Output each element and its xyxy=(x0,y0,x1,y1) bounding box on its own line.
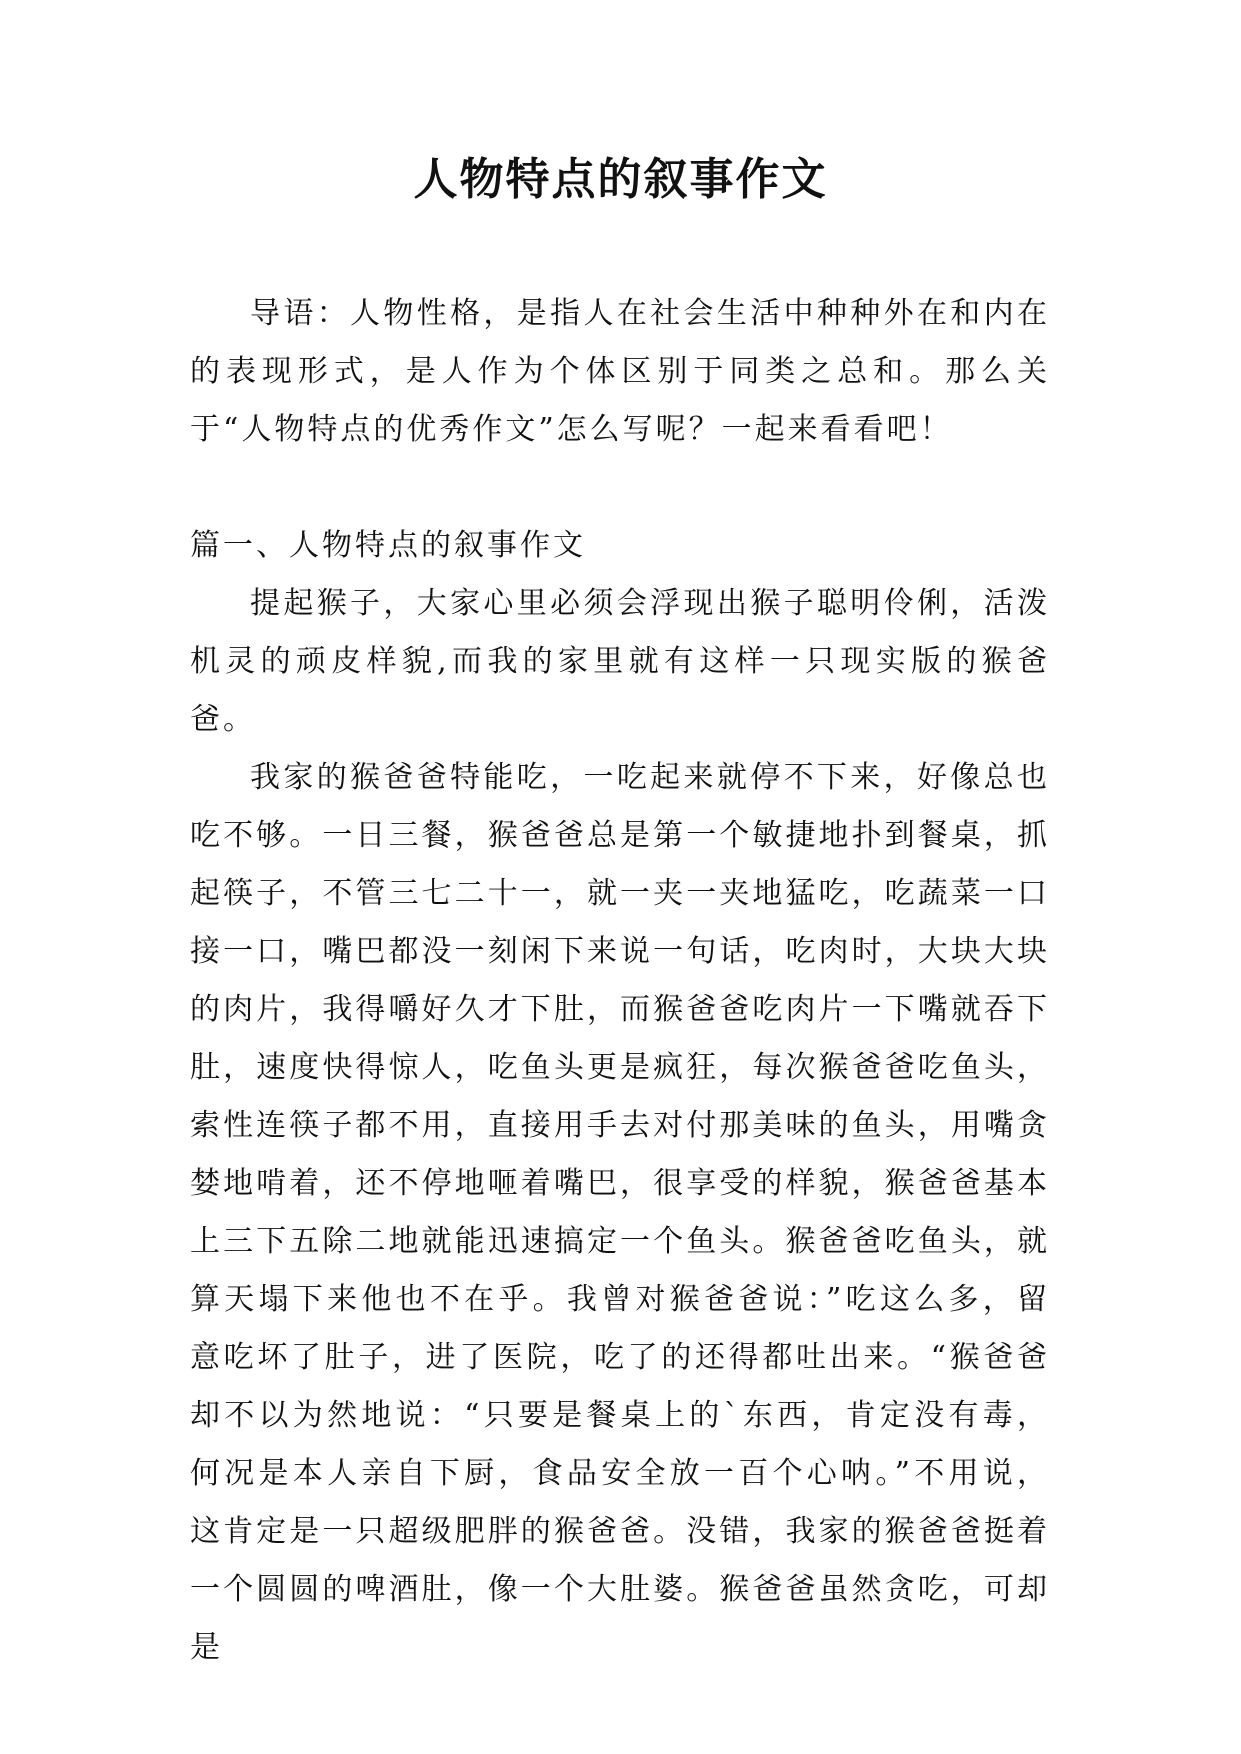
body-paragraph-2: 我家的猴爸爸特能吃，一吃起来就停不下来，好像总也吃不够。一日三餐，猴爸爸总是第一个敏捷地扑到餐桌，抓起筷子，不管三七二十一，就一夹一夹地猛吃，吃蔬菜一口接一口，嘴巴都没一刻闲下来说一句话，吃肉时，大块大块的肉片，我得嚼好久才下肚，而猴爸爸吃肉片一下嘴就吞下肚，速度快得惊人，吃鱼头更是疯狂，每次猴爸爸吃鱼头，索性连筷子都不用，直接用手去对付那美味的鱼头，用嘴贪婪地啃着，还不停地咂着嘴巴，很享受的样貌，猴爸爸基本上三下五除二地就能迅速搞定一个鱼头。猴爸爸吃鱼头，就算天塌下来他也不在乎。我曾对猴爸爸说：”吃这么多，留意吃坏了肚子，进了医院，吃了的还得都吐出来。“猴爸爸却不以为然地说：“只要是餐桌上的`东西，肯定没有毒，何况是本人亲自下厨，食品安全放一百个心呐。”不用说，这肯定是一只超级肥胖的猴爸爸。没错，我家的猴爸爸挺着一个圆圆的啤酒肚，像一个大肚婆。猴爸爸虽然贪吃，可却是 xyxy=(190,760,1050,1665)
document-title: 人物特点的叙事作文 xyxy=(413,154,828,205)
intro-paragraph: 导语：人物性格，是指人在社会生活中种种外在和内在的表现形式，是人作为个体区别于同类之总和。那么关于“人物特点的优秀作文”怎么写呢？一起来看看吧！ xyxy=(190,296,1050,447)
body-paragraph-1: 提起猴子，大家心里必须会浮现出猴子聪明伶俐，活泼机灵的顽皮样貌,而我的家里就有这样一只现实版的猴爸爸。 xyxy=(190,586,1050,737)
document-body xyxy=(190,285,1050,1677)
section-heading: 篇一、人物特点的叙事作文 xyxy=(190,528,586,563)
